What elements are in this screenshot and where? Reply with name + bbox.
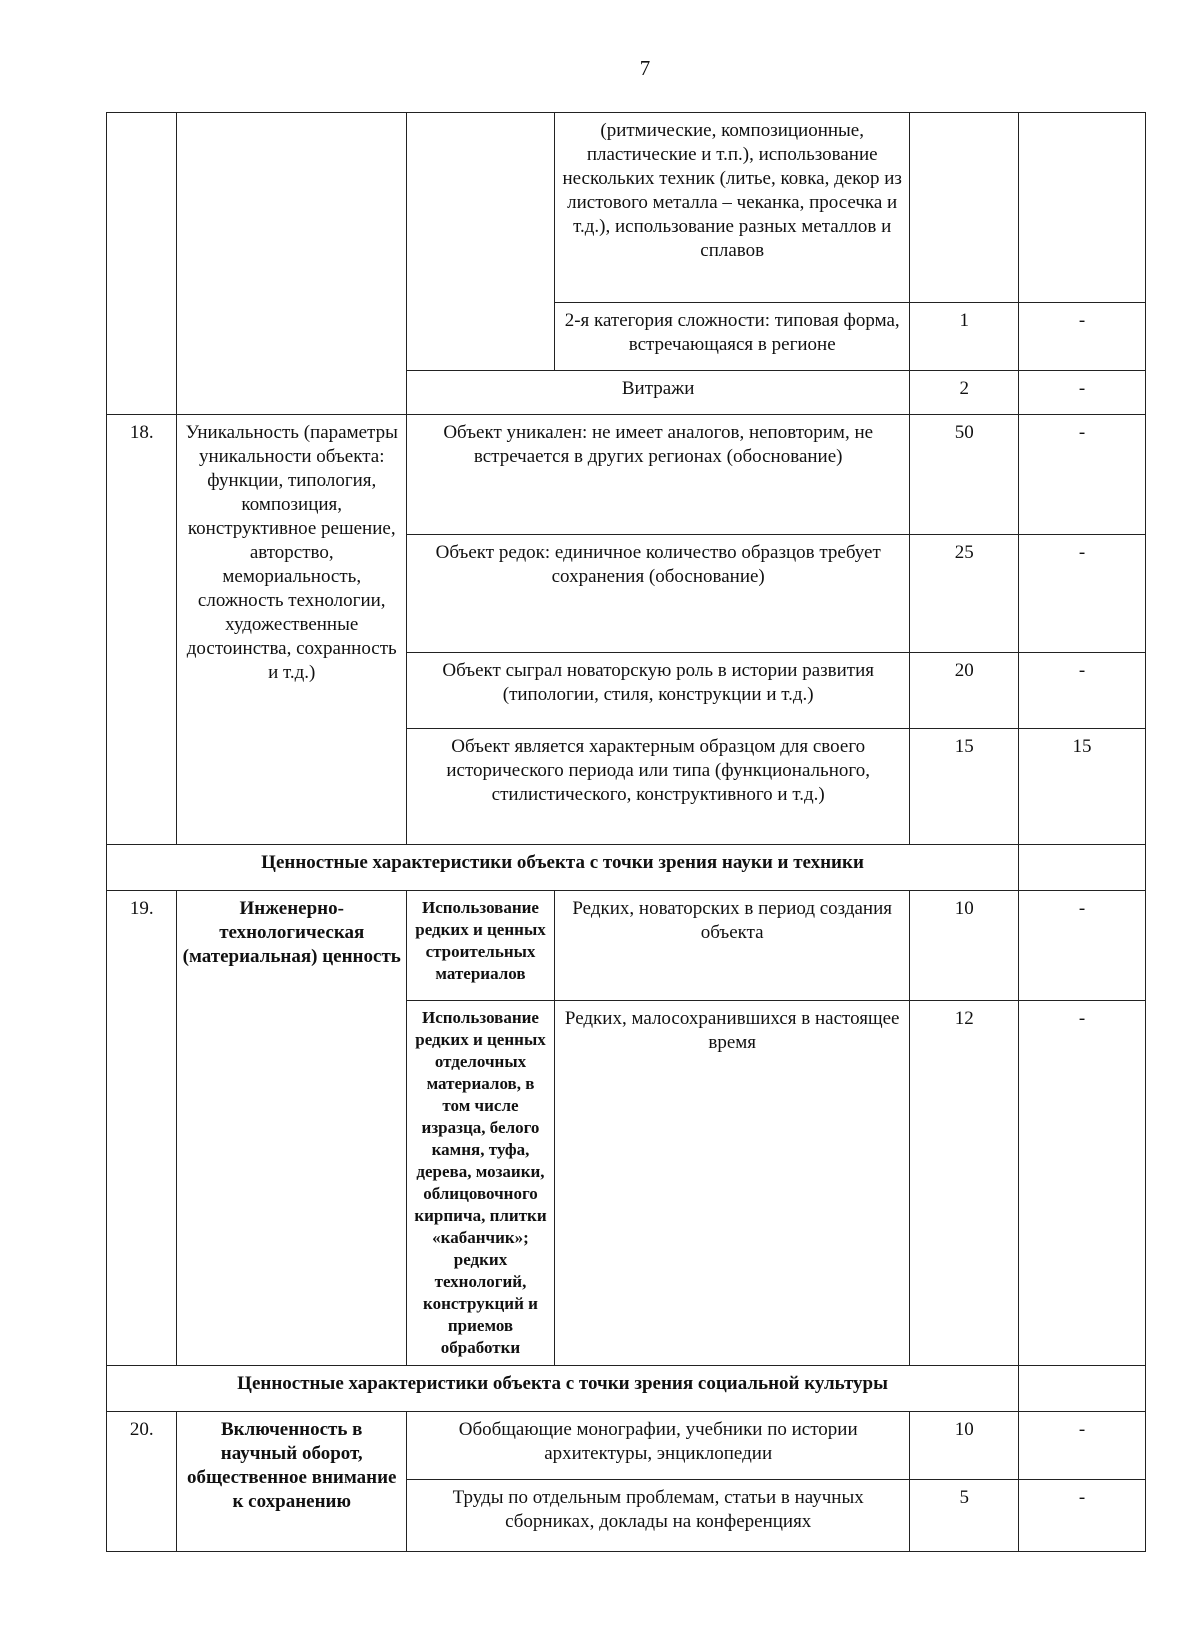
description-cell: Редких, малосохранившихся в настоящее время (554, 1001, 909, 1366)
section-row (107, 845, 1146, 891)
description-cell: (ритмические, композиционные, пластические и т.п.), использование нескольких техник (литье, ковка, декор из листового металла – чеканка, просечка и т.д.), использование разных металлов и сплавов (554, 113, 909, 303)
criteria-table (106, 112, 1146, 1552)
subcriterion-cell: Использование редких и ценных строительных материалов (407, 891, 555, 1001)
points-cell: 15 (910, 729, 1019, 845)
criterion-cell: Инженерно-технологическая (материальная) ценность (177, 891, 407, 1366)
points-cell: 50 (910, 415, 1019, 535)
description-cell: Редких, новаторских в период создания объекта (554, 891, 909, 1001)
points-cell: 1 (910, 303, 1019, 371)
score-cell: - (1019, 653, 1146, 729)
score-cell (1019, 113, 1146, 303)
points-cell: 25 (910, 535, 1019, 653)
section-heading-science: Ценностные характеристики объекта с точки зрения науки и техники (107, 845, 1019, 891)
description-cell: 2-я категория сложности: типовая форма, встречающаяся в регионе (554, 303, 909, 371)
score-cell: - (1019, 371, 1146, 415)
description-cell: Объект является характерным образцом для своего исторического периода или типа (функционального, стилистического, конструктивного и т.д.) (407, 729, 910, 845)
score-cell: - (1019, 891, 1146, 1001)
subcriterion-cell: Использование редких и ценных отделочных материалов, в том числе изразца, белого камня, туфа, дерева, мозаики, облицовочного кирпича, плитки «кабанчик»; редких технологий, конструкций и приемов обработки (407, 1001, 555, 1366)
points-cell (910, 113, 1019, 303)
score-cell (1019, 845, 1146, 891)
section-heading-social: Ценностные характеристики объекта с точки зрения социальной культуры (107, 1366, 1019, 1412)
points-cell: 20 (910, 653, 1019, 729)
points-cell: 5 (910, 1480, 1019, 1552)
subcriterion-cell (407, 113, 555, 371)
table-row (107, 891, 1146, 1001)
criterion-cell: Уникальность (параметры уникальности объекта: функции, типология, композиция, конструктивное решение, авторство, мемориальность, сложность технологии, художественные достоинства, сохранность и т.д.) (177, 415, 407, 845)
points-cell: 10 (910, 1412, 1019, 1480)
points-cell: 2 (910, 371, 1019, 415)
score-cell: - (1019, 415, 1146, 535)
points-cell: 10 (910, 891, 1019, 1001)
description-cell: Объект сыграл новаторскую роль в истории развития (типологии, стиля, конструкции и т.д.) (407, 653, 910, 729)
description-cell: Витражи (407, 371, 910, 415)
page-number: 7 (639, 56, 651, 80)
description-cell: Обобщающие монографии, учебники по истории архитектуры, энциклопедии (407, 1412, 910, 1480)
score-cell (1019, 1366, 1146, 1412)
number-cell: 20. (107, 1412, 177, 1552)
criterion-cell: Включенность в научный оборот, общественное внимание к сохранению (177, 1412, 407, 1552)
score-cell: - (1019, 1412, 1146, 1480)
table-row (107, 1412, 1146, 1480)
criterion-cell (177, 113, 407, 415)
description-cell: Объект уникален: не имеет аналогов, неповторим, не встречается в других регионах (обоснование) (407, 415, 910, 535)
table-row (107, 415, 1146, 535)
score-cell: - (1019, 303, 1146, 371)
number-cell (107, 113, 177, 415)
description-cell: Объект редок: единичное количество образцов требует сохранения (обоснование) (407, 535, 910, 653)
number-cell: 19. (107, 891, 177, 1366)
score-cell: - (1019, 1480, 1146, 1552)
points-cell: 12 (910, 1001, 1019, 1366)
score-cell: 15 (1019, 729, 1146, 845)
score-cell: - (1019, 535, 1146, 653)
section-row (107, 1366, 1146, 1412)
score-cell: - (1019, 1001, 1146, 1366)
number-cell: 18. (107, 415, 177, 845)
description-cell: Труды по отдельным проблемам, статьи в научных сборниках, доклады на конференциях (407, 1480, 910, 1552)
table-row (107, 113, 1146, 303)
